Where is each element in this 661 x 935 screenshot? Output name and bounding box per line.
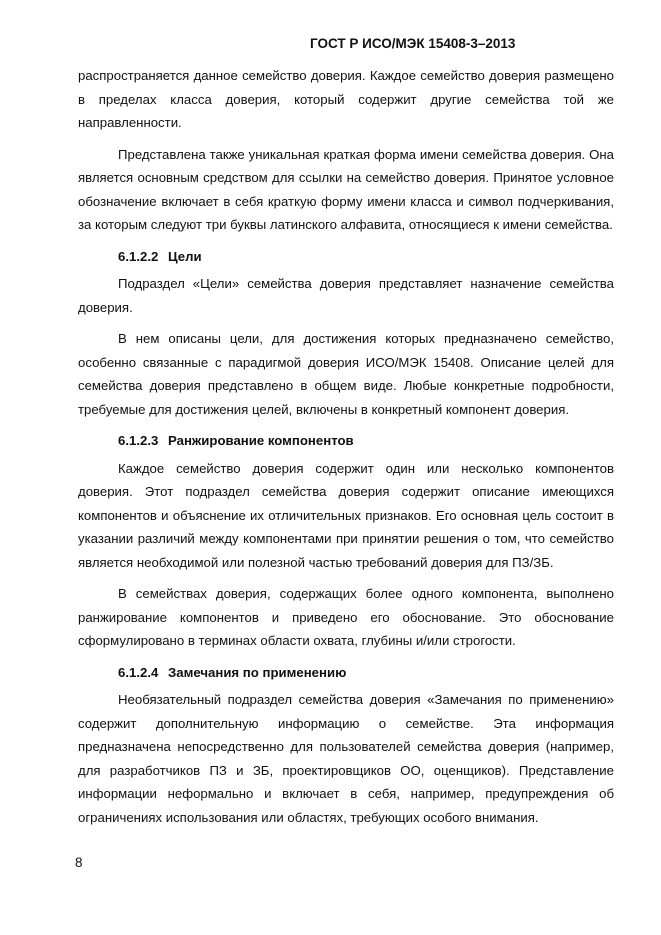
paragraph-objectives-intro: Подраздел «Цели» семейства доверия представляет назначение семейства доверия. [78,276,614,315]
section-number: 6.1.2.3 [118,433,159,448]
paragraph-levelling-detail: В семействах доверия, содержащих более одного компонента, выполнено ранжирование компонентов и приведено его обоснование. Это обоснование сформулировано в терминах области охвата, глубины и/или строгости. [78,586,614,648]
section-title: Цели [168,248,202,264]
section-heading-component-levelling [78,429,614,453]
section-number: 6.1.2.2 [118,248,159,264]
paragraph-continued: распространяется данное семейство доверия. Каждое семейство доверия размещено в пределах класса доверия, который содержит другие семейства той же направленности. [78,68,614,130]
document-header-title: ГОСТ Р ИСО/МЭК 15408-3–2013 [310,36,516,51]
section-heading-objectives [78,245,614,269]
paragraph-levelling-intro: Каждое семейство доверия содержит один или несколько компонентов доверия. Этот подраздел семейства доверия содержит описание имеющихся компонентов и объяснение их отличительных признаков. Его основная цель состоит в указании различий между компонентами при принятии решения о том, что семейство является необходимой или полезной частью требований доверия для ПЗ/ЗБ. [78,460,614,570]
paragraph-objectives-detail: В нем описаны цели, для достижения которых предназначено семейство, особенно связанные с парадигмой доверия ИСО/МЭК 15408. Описание целей для семейства доверия представлено в общем виде. Любые конкретные подробности, требуемые для достижения целей, включены в конкретный компонент доверия. [78,331,614,417]
section-heading-application-notes [78,661,614,685]
page-number: 8 [75,855,83,870]
section-title: Замечания по применению [168,664,347,680]
paragraph-application-notes: Необязательный подраздел семейства доверия «Замечания по применению» содержит дополнительную информацию о семействе. Эта информация предназначена непосредственно для пользователей семейства доверия (например, для разработчиков ПЗ и ЗБ, проектировщиков ОО, оценщиков). Представление информации неформально и включает в себя, например, предупреждения об ограничениях использования или областях, требующих особого внимания. [78,692,614,825]
section-title: Ранжирование компонентов [168,433,354,448]
document-body [78,64,614,837]
section-number: 6.1.2.4 [118,664,159,680]
paragraph-short-name: Представлена также уникальная краткая форма имени семейства доверия. Она является основным средством для ссылки на семейство доверия. Принятое условное обозначение включает в себя краткую форму имени класса и символ подчеркивания, за которым следуют три буквы латинского алфавита, относящиеся к имени семейства. [78,146,614,232]
